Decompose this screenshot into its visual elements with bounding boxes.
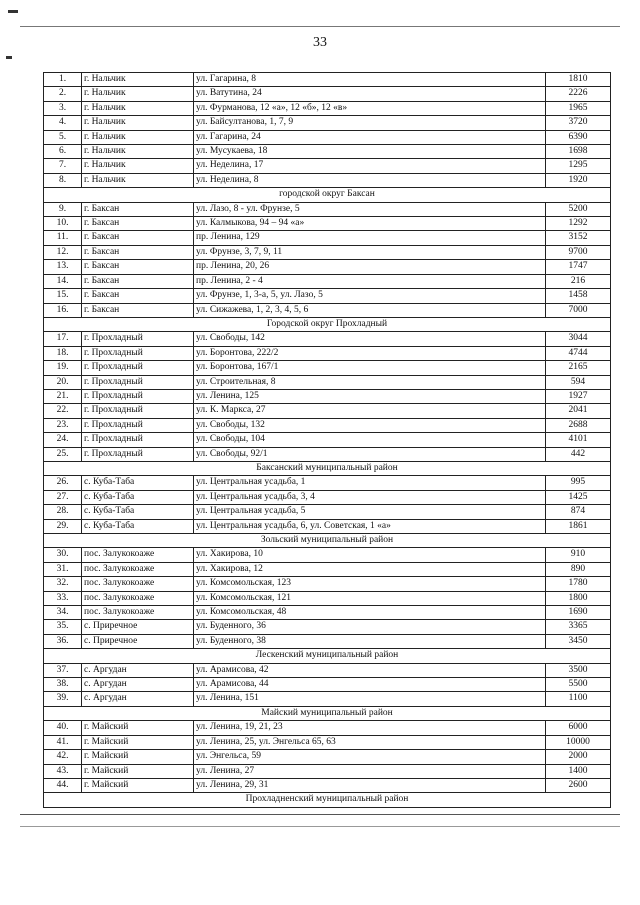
row-number: 27. bbox=[44, 490, 82, 504]
row-locality: пос. Залукокоаже bbox=[82, 548, 194, 562]
row-value: 2226 bbox=[546, 87, 611, 101]
row-number: 40. bbox=[44, 721, 82, 735]
row-value: 5200 bbox=[546, 202, 611, 216]
row-address: ул. К. Маркса, 27 bbox=[194, 404, 546, 418]
section-header-row bbox=[44, 793, 611, 807]
row-address: ул. Строительная, 8 bbox=[194, 375, 546, 389]
row-number: 25. bbox=[44, 447, 82, 461]
row-address: пр. Ленина, 2 - 4 bbox=[194, 274, 546, 288]
row-number: 28. bbox=[44, 505, 82, 519]
row-address: ул. Неделина, 17 bbox=[194, 159, 546, 173]
section-title: Городской округ Прохладный bbox=[44, 317, 611, 331]
row-value: 2600 bbox=[546, 778, 611, 792]
table-row bbox=[44, 87, 611, 101]
table-row bbox=[44, 505, 611, 519]
row-address: ул. Комсомольская, 123 bbox=[194, 577, 546, 591]
row-address: ул. Лазо, 8 - ул. Фрунзе, 5 bbox=[194, 202, 546, 216]
row-number: 35. bbox=[44, 620, 82, 634]
row-value: 2000 bbox=[546, 750, 611, 764]
table-row bbox=[44, 663, 611, 677]
row-locality: г. Прохладный bbox=[82, 447, 194, 461]
section-title: Прохладненский муниципальный район bbox=[44, 793, 611, 807]
row-locality: г. Прохладный bbox=[82, 346, 194, 360]
table-row bbox=[44, 548, 611, 562]
table-row bbox=[44, 260, 611, 274]
row-number: 38. bbox=[44, 678, 82, 692]
row-locality: г. Прохладный bbox=[82, 375, 194, 389]
row-locality: пос. Залукокоаже bbox=[82, 606, 194, 620]
bottom-rule bbox=[20, 814, 620, 815]
bottom-rule-lower bbox=[20, 826, 620, 827]
row-address: ул. Буденного, 38 bbox=[194, 634, 546, 648]
row-locality: г. Прохладный bbox=[82, 332, 194, 346]
row-number: 5. bbox=[44, 130, 82, 144]
row-locality: с. Куба-Таба bbox=[82, 490, 194, 504]
row-locality: с. Аргудан bbox=[82, 663, 194, 677]
table-row bbox=[44, 735, 611, 749]
row-locality: с. Куба-Таба bbox=[82, 476, 194, 490]
row-locality: г. Прохладный bbox=[82, 361, 194, 375]
row-locality: г. Майский bbox=[82, 750, 194, 764]
row-locality: г. Нальчик bbox=[82, 173, 194, 187]
table-row bbox=[44, 245, 611, 259]
table-row bbox=[44, 721, 611, 735]
row-value: 3720 bbox=[546, 116, 611, 130]
section-title: городской округ Баксан bbox=[44, 188, 611, 202]
row-address: пр. Ленина, 129 bbox=[194, 231, 546, 245]
row-locality: г. Баксан bbox=[82, 303, 194, 317]
row-value: 3152 bbox=[546, 231, 611, 245]
section-title: Майский муниципальный район bbox=[44, 706, 611, 720]
row-address: пр. Ленина, 20, 26 bbox=[194, 260, 546, 274]
row-address: ул. Свободы, 132 bbox=[194, 418, 546, 432]
section-title: Лескенский муниципальный район bbox=[44, 649, 611, 663]
row-address: ул. Ленина, 29, 31 bbox=[194, 778, 546, 792]
table-row bbox=[44, 778, 611, 792]
row-number: 33. bbox=[44, 591, 82, 605]
row-number: 1. bbox=[44, 73, 82, 87]
row-value: 1100 bbox=[546, 692, 611, 706]
row-locality: г. Баксан bbox=[82, 289, 194, 303]
table-row bbox=[44, 303, 611, 317]
row-number: 23. bbox=[44, 418, 82, 432]
row-address: ул. Гагарина, 8 bbox=[194, 73, 546, 87]
row-value: 1965 bbox=[546, 101, 611, 115]
row-value: 1425 bbox=[546, 490, 611, 504]
row-address: ул. Ленина, 125 bbox=[194, 389, 546, 403]
row-locality: г. Баксан bbox=[82, 217, 194, 231]
row-number: 43. bbox=[44, 764, 82, 778]
row-locality: г. Майский bbox=[82, 778, 194, 792]
row-locality: пос. Залукокоаже bbox=[82, 591, 194, 605]
row-value: 1780 bbox=[546, 577, 611, 591]
row-address: ул. Фрунзе, 3, 7, 9, 11 bbox=[194, 245, 546, 259]
scan-mark-top-left bbox=[8, 10, 18, 13]
row-number: 19. bbox=[44, 361, 82, 375]
row-locality: пос. Залукокоаже bbox=[82, 577, 194, 591]
row-address: ул. Энгельса, 59 bbox=[194, 750, 546, 764]
row-locality: г. Нальчик bbox=[82, 145, 194, 159]
row-number: 17. bbox=[44, 332, 82, 346]
table-row bbox=[44, 577, 611, 591]
row-locality: г. Баксан bbox=[82, 231, 194, 245]
table-row bbox=[44, 606, 611, 620]
section-header-row bbox=[44, 188, 611, 202]
table-row bbox=[44, 389, 611, 403]
table-row bbox=[44, 591, 611, 605]
row-number: 21. bbox=[44, 389, 82, 403]
section-header-row bbox=[44, 706, 611, 720]
row-value: 5500 bbox=[546, 678, 611, 692]
row-address: ул. Неделина, 8 bbox=[194, 173, 546, 187]
row-value: 1690 bbox=[546, 606, 611, 620]
table-row bbox=[44, 116, 611, 130]
row-number: 22. bbox=[44, 404, 82, 418]
section-title: Зольский муниципальный район bbox=[44, 534, 611, 548]
row-address: ул. Свободы, 92/1 bbox=[194, 447, 546, 461]
table-row bbox=[44, 692, 611, 706]
row-address: ул. Хакирова, 10 bbox=[194, 548, 546, 562]
table-row bbox=[44, 130, 611, 144]
row-number: 9. bbox=[44, 202, 82, 216]
table-row bbox=[44, 476, 611, 490]
row-value: 874 bbox=[546, 505, 611, 519]
table-row bbox=[44, 764, 611, 778]
row-address: ул. Буденного, 36 bbox=[194, 620, 546, 634]
address-table-body bbox=[44, 73, 611, 808]
row-value: 2041 bbox=[546, 404, 611, 418]
row-number: 4. bbox=[44, 116, 82, 130]
section-title: Баксанский муниципальный район bbox=[44, 461, 611, 475]
row-number: 20. bbox=[44, 375, 82, 389]
row-number: 39. bbox=[44, 692, 82, 706]
row-locality: г. Нальчик bbox=[82, 116, 194, 130]
row-number: 32. bbox=[44, 577, 82, 591]
table-row bbox=[44, 217, 611, 231]
row-address: ул. Байсултанова, 1, 7, 9 bbox=[194, 116, 546, 130]
row-locality: г. Баксан bbox=[82, 202, 194, 216]
row-address: ул. Сижажева, 1, 2, 3, 4, 5, 6 bbox=[194, 303, 546, 317]
row-locality: с. Приречное bbox=[82, 620, 194, 634]
row-value: 1920 bbox=[546, 173, 611, 187]
table-row bbox=[44, 231, 611, 245]
row-value: 1295 bbox=[546, 159, 611, 173]
page-number: 33 bbox=[313, 35, 327, 50]
row-locality: г. Майский bbox=[82, 721, 194, 735]
row-number: 36. bbox=[44, 634, 82, 648]
table-row bbox=[44, 274, 611, 288]
row-number: 34. bbox=[44, 606, 82, 620]
table-row bbox=[44, 173, 611, 187]
table-row bbox=[44, 750, 611, 764]
row-value: 1861 bbox=[546, 519, 611, 533]
row-address: ул. Центральная усадьба, 1 bbox=[194, 476, 546, 490]
row-address: ул. Центральная усадьба, 3, 4 bbox=[194, 490, 546, 504]
row-number: 44. bbox=[44, 778, 82, 792]
row-value: 594 bbox=[546, 375, 611, 389]
row-address: ул. Ленина, 19, 21, 23 bbox=[194, 721, 546, 735]
row-address: ул. Ленина, 27 bbox=[194, 764, 546, 778]
table-row bbox=[44, 346, 611, 360]
row-number: 30. bbox=[44, 548, 82, 562]
scan-mark-left-edge bbox=[6, 56, 12, 59]
table-row bbox=[44, 447, 611, 461]
row-address: ул. Боронтова, 167/1 bbox=[194, 361, 546, 375]
row-locality: г. Нальчик bbox=[82, 159, 194, 173]
table-row bbox=[44, 490, 611, 504]
table-row bbox=[44, 159, 611, 173]
row-number: 6. bbox=[44, 145, 82, 159]
row-value: 1292 bbox=[546, 217, 611, 231]
row-locality: с. Аргудан bbox=[82, 678, 194, 692]
row-address: ул. Свободы, 142 bbox=[194, 332, 546, 346]
row-locality: г. Прохладный bbox=[82, 389, 194, 403]
row-number: 14. bbox=[44, 274, 82, 288]
row-locality: г. Майский bbox=[82, 735, 194, 749]
row-value: 995 bbox=[546, 476, 611, 490]
row-number: 8. bbox=[44, 173, 82, 187]
row-locality: г. Баксан bbox=[82, 245, 194, 259]
row-address: ул. Фрунзе, 1, 3-а, 5, ул. Лазо, 5 bbox=[194, 289, 546, 303]
row-number: 31. bbox=[44, 562, 82, 576]
row-number: 3. bbox=[44, 101, 82, 115]
row-number: 13. bbox=[44, 260, 82, 274]
table-row bbox=[44, 433, 611, 447]
table-row bbox=[44, 332, 611, 346]
row-locality: г. Баксан bbox=[82, 260, 194, 274]
row-locality: г. Нальчик bbox=[82, 73, 194, 87]
row-locality: с. Аргудан bbox=[82, 692, 194, 706]
row-value: 1810 bbox=[546, 73, 611, 87]
section-header-row bbox=[44, 461, 611, 475]
row-value: 1698 bbox=[546, 145, 611, 159]
row-value: 1458 bbox=[546, 289, 611, 303]
row-locality: г. Баксан bbox=[82, 274, 194, 288]
table-row bbox=[44, 289, 611, 303]
row-number: 42. bbox=[44, 750, 82, 764]
row-value: 3450 bbox=[546, 634, 611, 648]
section-header-row bbox=[44, 317, 611, 331]
table-row bbox=[44, 418, 611, 432]
row-value: 3044 bbox=[546, 332, 611, 346]
row-locality: г. Прохладный bbox=[82, 418, 194, 432]
row-number: 26. bbox=[44, 476, 82, 490]
row-address: ул. Арамисова, 44 bbox=[194, 678, 546, 692]
row-address: ул. Центральная усадьба, 6, ул. Советская, 1 «а» bbox=[194, 519, 546, 533]
row-locality: г. Прохладный bbox=[82, 404, 194, 418]
row-number: 37. bbox=[44, 663, 82, 677]
row-address: ул. Мусукаева, 18 bbox=[194, 145, 546, 159]
table-row bbox=[44, 678, 611, 692]
row-value: 442 bbox=[546, 447, 611, 461]
row-value: 1747 bbox=[546, 260, 611, 274]
row-number: 2. bbox=[44, 87, 82, 101]
row-address: ул. Ватутина, 24 bbox=[194, 87, 546, 101]
row-number: 41. bbox=[44, 735, 82, 749]
row-number: 10. bbox=[44, 217, 82, 231]
row-number: 11. bbox=[44, 231, 82, 245]
row-value: 890 bbox=[546, 562, 611, 576]
row-value: 3500 bbox=[546, 663, 611, 677]
row-address: ул. Комсомольская, 121 bbox=[194, 591, 546, 605]
row-address: ул. Боронтова, 222/2 bbox=[194, 346, 546, 360]
row-value: 910 bbox=[546, 548, 611, 562]
table-row bbox=[44, 634, 611, 648]
table-row bbox=[44, 145, 611, 159]
table-row bbox=[44, 361, 611, 375]
row-number: 12. bbox=[44, 245, 82, 259]
table-row bbox=[44, 101, 611, 115]
row-value: 4744 bbox=[546, 346, 611, 360]
table-row bbox=[44, 562, 611, 576]
section-header-row bbox=[44, 534, 611, 548]
row-address: ул. Фурманова, 12 «а», 12 «б», 12 «в» bbox=[194, 101, 546, 115]
row-value: 1927 bbox=[546, 389, 611, 403]
row-number: 7. bbox=[44, 159, 82, 173]
row-value: 10000 bbox=[546, 735, 611, 749]
row-value: 4101 bbox=[546, 433, 611, 447]
row-value: 2688 bbox=[546, 418, 611, 432]
section-header-row bbox=[44, 649, 611, 663]
table-row bbox=[44, 202, 611, 216]
row-locality: г. Нальчик bbox=[82, 101, 194, 115]
row-address: ул. Свободы, 104 bbox=[194, 433, 546, 447]
row-locality: с. Приречное bbox=[82, 634, 194, 648]
row-value: 6390 bbox=[546, 130, 611, 144]
row-address: ул. Арамисова, 42 bbox=[194, 663, 546, 677]
row-address: ул. Центральная усадьба, 5 bbox=[194, 505, 546, 519]
table-row bbox=[44, 73, 611, 87]
row-number: 29. bbox=[44, 519, 82, 533]
row-value: 1400 bbox=[546, 764, 611, 778]
row-value: 9700 bbox=[546, 245, 611, 259]
row-locality: г. Майский bbox=[82, 764, 194, 778]
row-address: ул. Ленина, 25, ул. Энгельса 65, 63 bbox=[194, 735, 546, 749]
table-row bbox=[44, 620, 611, 634]
row-locality: с. Куба-Таба bbox=[82, 519, 194, 533]
table-row bbox=[44, 404, 611, 418]
row-value: 3365 bbox=[546, 620, 611, 634]
row-address: ул. Ленина, 151 bbox=[194, 692, 546, 706]
row-address: ул. Хакирова, 12 bbox=[194, 562, 546, 576]
row-locality: пос. Залукокоаже bbox=[82, 562, 194, 576]
row-value: 2165 bbox=[546, 361, 611, 375]
row-locality: г. Нальчик bbox=[82, 87, 194, 101]
table-row bbox=[44, 519, 611, 533]
row-value: 1800 bbox=[546, 591, 611, 605]
row-value: 7000 bbox=[546, 303, 611, 317]
row-locality: г. Нальчик bbox=[82, 130, 194, 144]
row-value: 6000 bbox=[546, 721, 611, 735]
address-table bbox=[43, 72, 611, 808]
row-number: 18. bbox=[44, 346, 82, 360]
row-number: 15. bbox=[44, 289, 82, 303]
row-locality: с. Куба-Таба bbox=[82, 505, 194, 519]
row-number: 24. bbox=[44, 433, 82, 447]
row-address: ул. Комсомольская, 48 bbox=[194, 606, 546, 620]
row-value: 216 bbox=[546, 274, 611, 288]
row-address: ул. Калмыкова, 94 – 94 «а» bbox=[194, 217, 546, 231]
row-address: ул. Гагарина, 24 bbox=[194, 130, 546, 144]
scan-line-top bbox=[20, 26, 620, 27]
row-locality: г. Прохладный bbox=[82, 433, 194, 447]
row-number: 16. bbox=[44, 303, 82, 317]
table-row bbox=[44, 375, 611, 389]
